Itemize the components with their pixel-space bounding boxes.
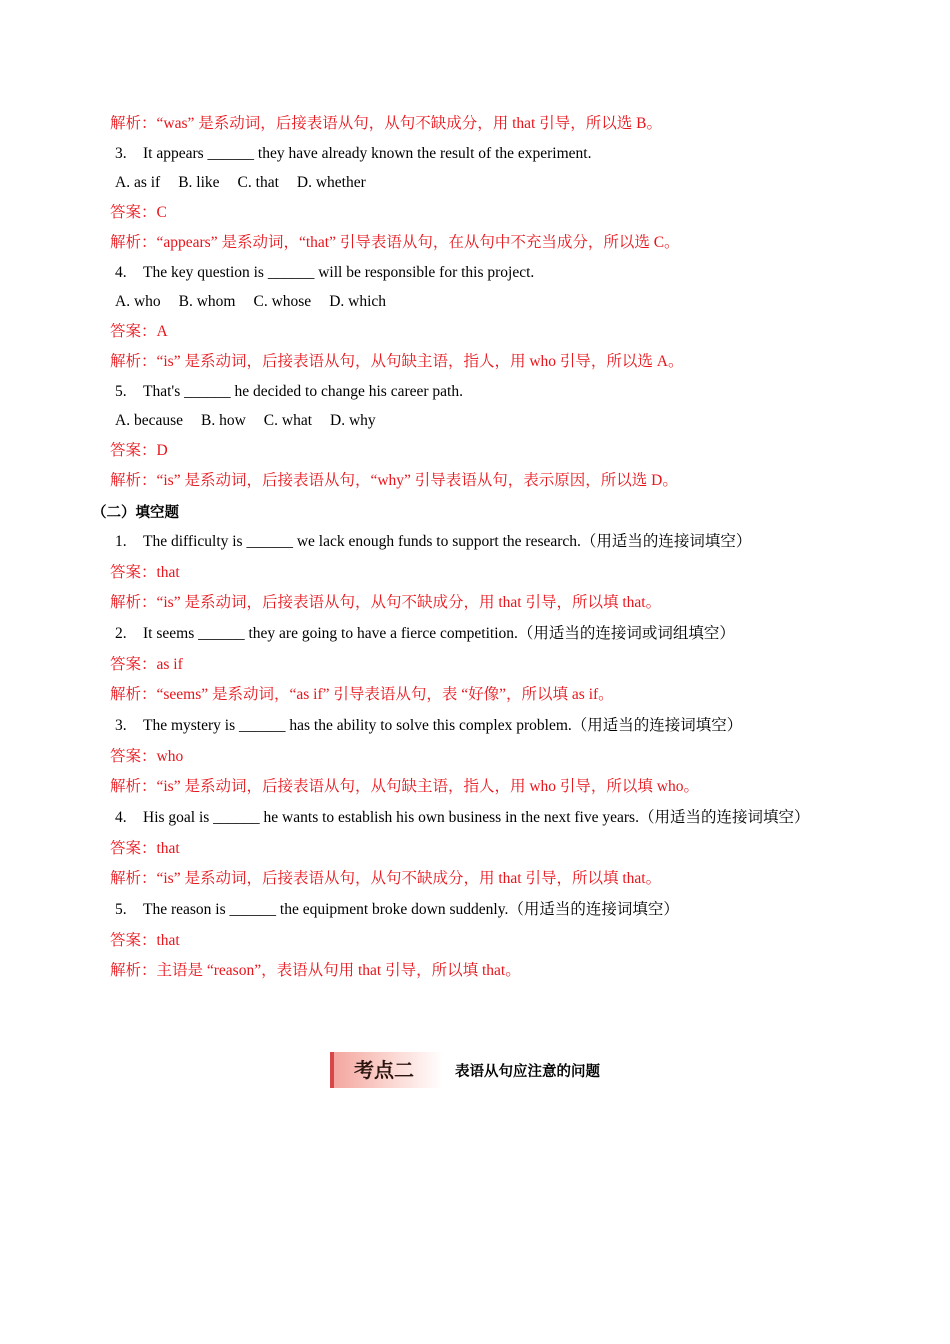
- answer-line: 答案：A: [110, 323, 168, 340]
- answer-line: 答案：as if: [110, 656, 183, 673]
- question-line: [115, 263, 534, 283]
- answer-line: 答案：that: [110, 840, 180, 857]
- analysis-line: 解析：主语是 “reason”，表语从句用 that 引导，所以填 that。: [110, 962, 521, 979]
- analysis-line: 解析：“seems” 是系动词，“as if” 引导表语从句，表 “好像”，所以填 as if。: [110, 686, 614, 703]
- answer-line: 答案：who: [110, 748, 184, 765]
- option: A. who: [115, 293, 161, 310]
- analysis-line: 解析：“is” 是系动词，后接表语从句，从句不缺成分，用 that 引导，所以填 that。: [110, 594, 662, 611]
- question-text: His goal is ______ he wants to establish his own business in the next five years.（用适当的连接词填空）: [143, 809, 810, 826]
- option: A. as if: [115, 174, 161, 191]
- answer-line: 答案：D: [110, 442, 168, 459]
- banner-subtitle: 表语从句应注意的问题: [455, 1064, 600, 1080]
- question-line: [115, 382, 463, 402]
- question-line: [115, 532, 751, 552]
- analysis-line: 解析：“is” 是系动词，后接表语从句，“why” 引导表语从句，表示原因，所以选 D。: [110, 472, 678, 489]
- answer-line: 答案：that: [110, 932, 180, 949]
- question-line: [115, 900, 679, 920]
- section-heading: （二）填空题: [92, 505, 179, 521]
- question-text: That's ______ he decided to change his career path.: [143, 383, 463, 400]
- topic-banner: [330, 1052, 443, 1088]
- question-number: 4.: [115, 809, 127, 826]
- question-text: The key question is ______ will be responsible for this project.: [143, 264, 535, 281]
- question-text: The reason is ______ the equipment broke down suddenly.（用适当的连接词填空）: [143, 901, 679, 918]
- options-line: [115, 411, 394, 431]
- answer-line: 答案：that: [110, 564, 180, 581]
- option: A. because: [115, 412, 183, 429]
- analysis-line: 解析：“appears” 是系动词，“that” 引导表语从句，在从句中不充当成分，所以选 C。: [110, 234, 680, 251]
- option: B. whom: [178, 293, 236, 310]
- analysis-line: 解析：“is” 是系动词，后接表语从句，从句不缺成分，用 that 引导，所以填 that。: [110, 870, 662, 887]
- analysis-line: 解析：“is” 是系动词，后接表语从句，从句缺主语，指人，用 who 引导，所以选 A。: [110, 353, 684, 370]
- question-text: It appears ______ they have already known the result of the experiment.: [143, 145, 592, 162]
- question-text: It seems ______ they are going to have a fierce competition.（用适当的连接词或词组填空）: [143, 625, 735, 642]
- question-line: [115, 716, 742, 736]
- option: D. whether: [296, 174, 366, 191]
- question-line: [115, 144, 592, 164]
- option: D. why: [330, 412, 376, 429]
- question-number: 3.: [115, 145, 127, 162]
- question-number: 2.: [115, 625, 127, 642]
- option: C. whose: [253, 293, 312, 310]
- options-line: [115, 173, 384, 193]
- option: C. what: [263, 412, 313, 429]
- answer-line: 答案：C: [110, 204, 167, 221]
- banner-title: 考点二: [354, 1058, 414, 1082]
- option: B. like: [178, 174, 220, 191]
- question-number: 4.: [115, 264, 127, 281]
- question-number: 5.: [115, 901, 127, 918]
- question-number: 1.: [115, 533, 127, 550]
- question-text: The difficulty is ______ we lack enough funds to support the research.（用适当的连接词填空）: [143, 533, 752, 550]
- analysis-line: 解析：“is” 是系动词，后接表语从句，从句缺主语，指人，用 who 引导，所以填 who。: [110, 778, 699, 795]
- option: B. how: [201, 412, 246, 429]
- analysis-line: 解析：“was” 是系动词，后接表语从句，从句不缺成分，用 that 引导，所以选 B。: [110, 115, 662, 132]
- options-line: [115, 292, 404, 312]
- question-line: [115, 624, 735, 644]
- question-text: The mystery is ______ has the ability to solve this complex problem.（用适当的连接词填空）: [143, 717, 743, 734]
- option: D. which: [329, 293, 387, 310]
- option: C. that: [237, 174, 279, 191]
- question-line: [115, 808, 809, 828]
- question-number: 3.: [115, 717, 127, 734]
- question-number: 5.: [115, 383, 127, 400]
- banner-accent-bar: [330, 1052, 334, 1088]
